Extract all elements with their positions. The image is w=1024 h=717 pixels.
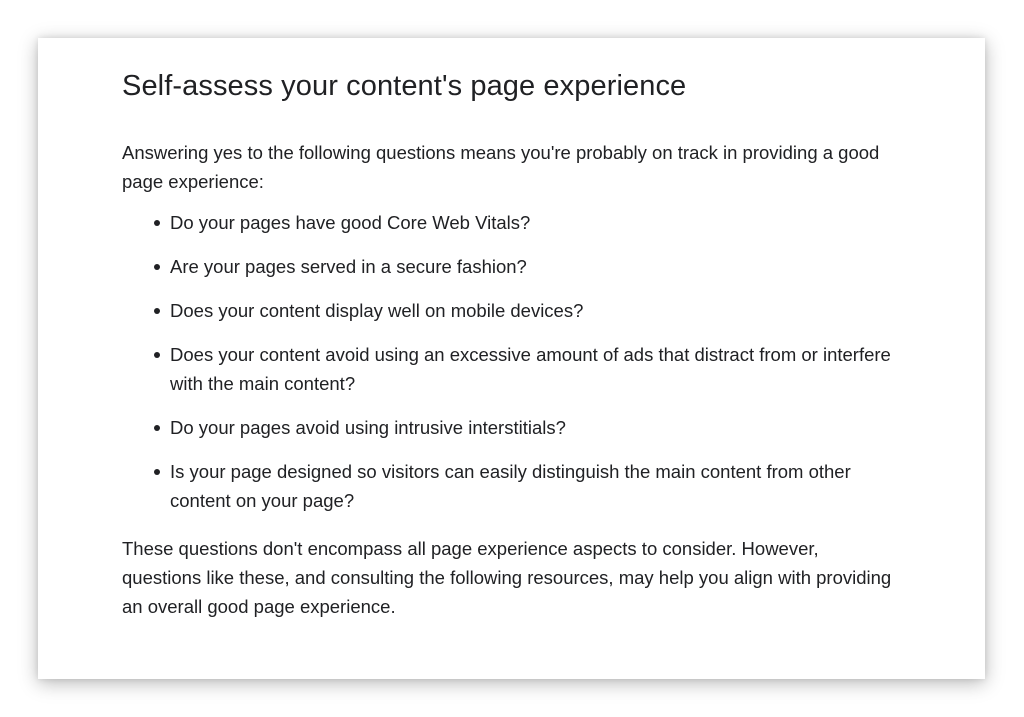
list-item: Are your pages served in a secure fashion? xyxy=(122,252,902,281)
page-title: Self-assess your content's page experience xyxy=(122,70,687,102)
content-card xyxy=(38,38,985,679)
question-list xyxy=(122,208,902,515)
list-item: Is your page designed so visitors can easily distinguish the main content from other content on your page? xyxy=(122,457,902,515)
list-item: Do your pages have good Core Web Vitals? xyxy=(122,208,902,237)
article-content xyxy=(122,68,902,621)
list-item: Do your pages avoid using intrusive interstitials? xyxy=(122,413,902,442)
list-item: Does your content display well on mobile devices? xyxy=(122,296,902,325)
outro-paragraph: These questions don't encompass all page experience aspects to consider. However, questions like these, and consulting the following resources, may help you align with providing an overall good page experience. xyxy=(122,538,892,617)
intro-paragraph: Answering yes to the following questions means you're probably on track in providing a good page experience: xyxy=(122,142,880,192)
list-item: Does your content avoid using an excessive amount of ads that distract from or interfere with the main content? xyxy=(122,340,902,398)
